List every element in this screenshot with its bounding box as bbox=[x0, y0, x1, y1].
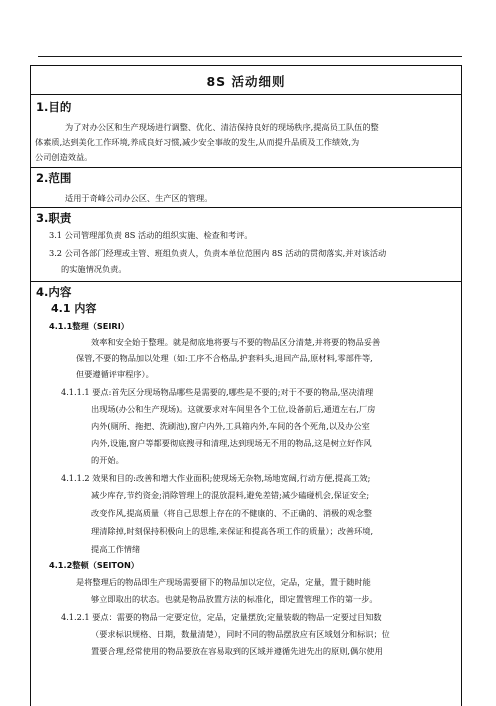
row-divider bbox=[31, 207, 461, 208]
seiton-heading: 4.1.2整顿（SEITON） bbox=[49, 560, 139, 570]
seiton-point-line: （要求标识规格、日期，数量清楚），同时不同的物品摆放应有区域划分和标识；位 bbox=[91, 629, 390, 639]
duty-item: 3.1 公司管理部负责 8S 活动的组织实施、检查和考评。 bbox=[49, 230, 253, 240]
seiri-point-line: 减少库存,节约资金;消除管理上的混放混料,避免差错;减少磕碰机会,保证安全; bbox=[91, 490, 370, 500]
seiri-point-line: 4.1.1.1 要点:首先区分现场物品哪些是需要的,哪些是不要的;对于不要的物品,坚决清理 bbox=[61, 387, 374, 397]
purpose-heading: 1.目的 bbox=[36, 100, 72, 114]
title-row bbox=[31, 66, 461, 95]
purpose-line: 体素质,达到美化工作环境,养成良好习惯,减少安全事故的发生,从而提升品质及工作绩效,为 bbox=[35, 137, 360, 147]
duty-item: 3.2 公司各部门经理或主管、班组负责人，负责本单位范围内 8S 活动的贯彻落实,并对该活动 bbox=[49, 248, 387, 258]
seiton-line: 够立即取出的状态。也就是物品放置方法的标准化，即定置管理工作的第一步。 bbox=[91, 594, 378, 604]
seiri-point-line: 提高工作情绪 bbox=[91, 544, 141, 554]
seiri-point-line: 理清除掉,时刻保持积极向上的思维,来保证和提高各项工作的质量）；改善环境, bbox=[91, 526, 374, 536]
seiri-point-line: 内外(厕所、拖把、洗刷池),窗户内外,工具箱内外,车间的各个死角,以及办公室 bbox=[91, 421, 370, 431]
seiri-point-line: 的开始。 bbox=[91, 455, 124, 465]
row-divider bbox=[31, 167, 461, 168]
purpose-line: 公司创造效益。 bbox=[35, 152, 93, 162]
seiri-line: 但要遵循评审程序）。 bbox=[76, 369, 154, 379]
purpose-line: 为了对办公区和生产现场进行调整、优化、清洁保持良好的现场秩序,提高员工队伍的整 bbox=[65, 122, 379, 132]
seiton-line: 是将整理后的物品即生产现场需要留下的物品加以定位，定品，定量，置于随时能 bbox=[76, 577, 371, 587]
seiri-point-line: 改变作风,提高质量（将自己思想上存在的不健康的、不正确的、消极的观念整 bbox=[91, 508, 372, 518]
content-subheading: 4.1 内容 bbox=[51, 302, 97, 315]
header-rule bbox=[38, 56, 462, 57]
seiton-point-line: 置要合理,经常使用的物品要放在容易取到的区域并遵循先进先出的原则,偶尔使用 bbox=[91, 646, 383, 656]
scope-heading: 2.范围 bbox=[36, 171, 72, 185]
row-divider bbox=[31, 281, 461, 282]
seiri-heading: 4.1.1整理（SEIRI） bbox=[49, 321, 129, 331]
seiri-line: 效率和安全始于整理。就是彻底地将要与不要的物品区分清楚,并将要的物品妥善 bbox=[91, 337, 381, 347]
seiri-point-line: 4.1.1.2 效果和目的:改善和增大作业面积;使现场无杂物,场地宽阔,行动方便,提高工效; bbox=[61, 473, 371, 483]
duty-heading: 3.职责 bbox=[36, 211, 72, 225]
scope-line: 适用于奇峰公司办公区、生产区的管理。 bbox=[65, 193, 213, 203]
seiri-line: 保管,不要的物品加以处理（如:工序不合格品,护套料头,退回产品,原材料,零部件等, bbox=[76, 353, 373, 363]
document-table bbox=[30, 65, 462, 706]
seiri-point-line: 出现场(办公和生产现场)。这就要求对车间里各个工位,设备前后,通道左右,厂房 bbox=[91, 404, 376, 414]
seiri-point-line: 内外,设施,窗户等都要彻底搜寻和清理,达到现场无不用的物品,这是树立好作风 bbox=[91, 438, 372, 448]
duty-item: 的实施情况负责。 bbox=[61, 264, 127, 274]
seiton-point-line: 4.1.2.1 要点：需要的物品一定要定位，定品，定量摆放;定量装载的物品一定要过目知数 bbox=[61, 612, 382, 622]
content-heading: 4.内容 bbox=[36, 285, 72, 299]
document-title: 8S 活动细则 bbox=[206, 74, 286, 89]
